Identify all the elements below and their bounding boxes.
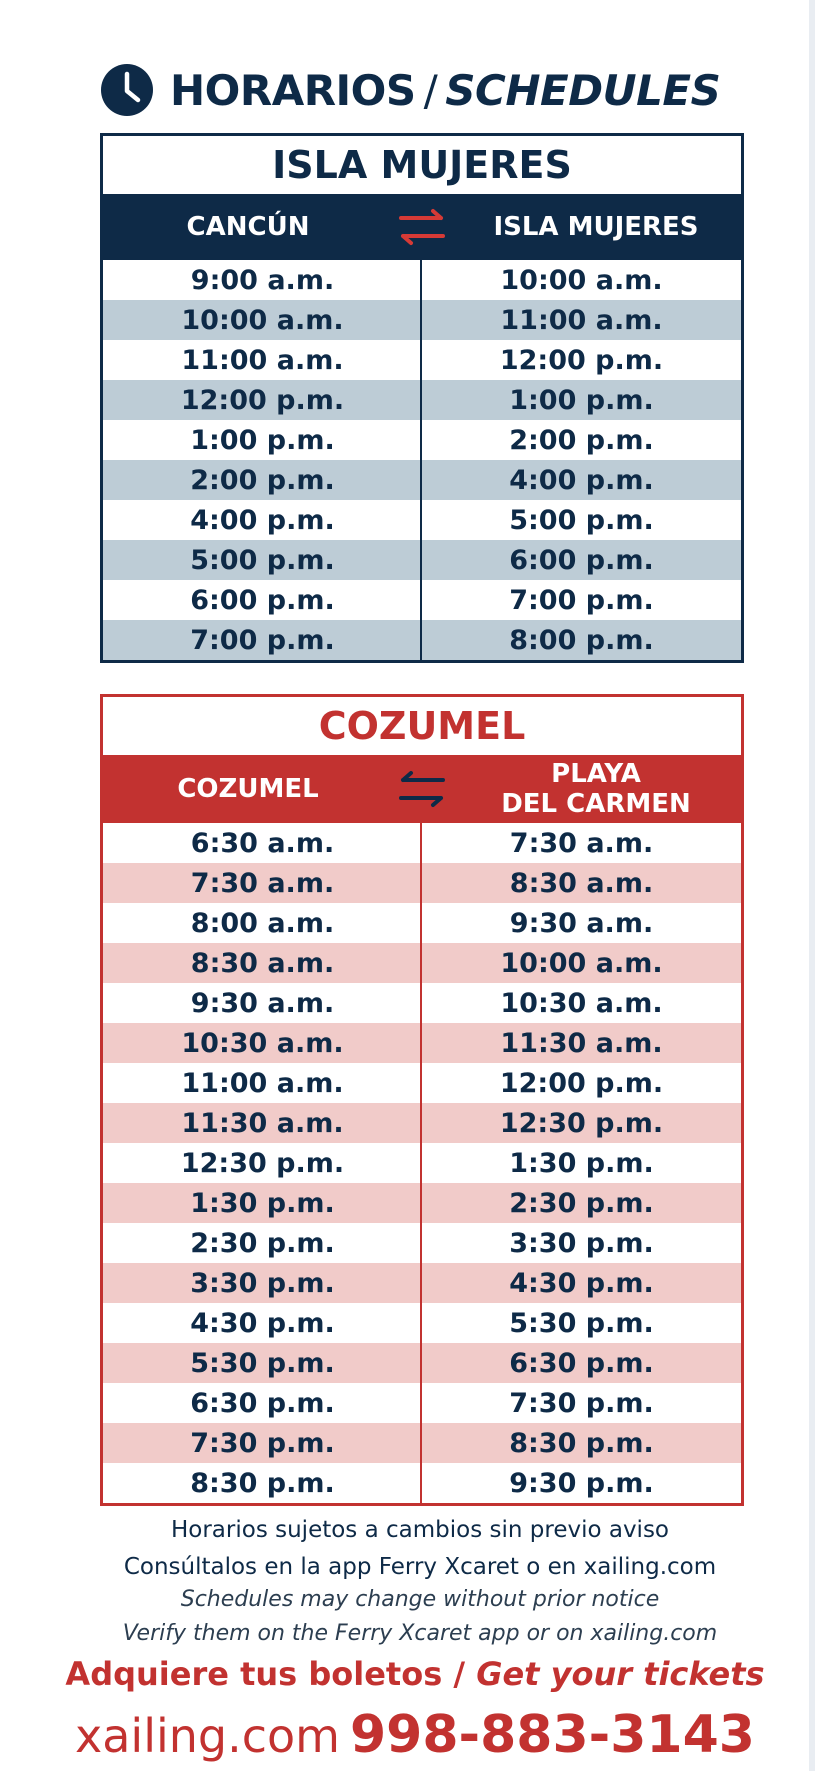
return-time: 8:30 p.m.	[509, 1427, 654, 1459]
schedule-row	[103, 1223, 741, 1263]
tickets-call-to-action	[60, 1655, 770, 1693]
title-slash: /	[423, 65, 438, 115]
page-header	[100, 50, 740, 130]
departure-time: 12:00 p.m.	[180, 384, 345, 416]
notice-line: Horarios sujetos a cambios sin previo aviso	[170, 1517, 669, 1543]
return-time: 10:00 a.m.	[500, 264, 663, 296]
route-destination: ISLA MUJERES	[493, 212, 699, 242]
return-time: 11:30 a.m.	[500, 1027, 663, 1059]
title-spanish: HORARIOS	[170, 65, 416, 115]
return-time: 12:30 p.m.	[499, 1107, 664, 1139]
departure-time: 5:30 p.m.	[190, 1347, 335, 1379]
schedule-row	[103, 460, 741, 500]
return-time: 12:00 p.m.	[499, 1067, 664, 1099]
schedule-row	[103, 1103, 741, 1143]
return-time: 8:00 p.m.	[509, 624, 654, 656]
return-time: 7:00 p.m.	[509, 584, 654, 616]
departure-time: 10:00 a.m.	[181, 304, 344, 336]
departure-time: 11:00 a.m.	[181, 344, 344, 376]
cozumel-route-header	[103, 755, 741, 823]
return-time: 2:00 p.m.	[509, 424, 654, 456]
departure-time: 2:00 p.m.	[190, 464, 335, 496]
contact-line	[60, 1705, 770, 1765]
return-time: 9:30 a.m.	[509, 907, 654, 939]
route-destination-line2: DEL CARMEN	[501, 789, 691, 819]
isla-mujeres-route-header	[103, 194, 741, 260]
notice-spanish	[70, 1512, 770, 1586]
cta-english: Get your tickets	[476, 1655, 765, 1693]
swap-arrows-icon	[397, 207, 447, 247]
schedule-row	[103, 620, 741, 660]
departure-time: 11:30 a.m.	[181, 1107, 344, 1139]
departure-time: 9:00 a.m.	[190, 264, 335, 296]
schedule-row	[103, 1143, 741, 1183]
schedule-row	[103, 1023, 741, 1063]
departure-time: 12:30 p.m.	[180, 1147, 345, 1179]
return-time: 5:00 p.m.	[509, 504, 654, 536]
schedule-row	[103, 863, 741, 903]
route-origin: CANCÚN	[186, 212, 310, 242]
departure-time: 6:00 p.m.	[190, 584, 335, 616]
isla-mujeres-title: ISLA MUJERES	[272, 143, 572, 187]
cta-spanish: Adquiere tus boletos	[65, 1655, 443, 1693]
return-time: 8:30 a.m.	[509, 867, 654, 899]
schedule-row	[103, 823, 741, 863]
schedule-row	[103, 260, 741, 300]
schedule-row	[103, 1423, 741, 1463]
departure-time: 7:30 p.m.	[190, 1427, 335, 1459]
schedule-row	[103, 380, 741, 420]
departure-time: 8:30 a.m.	[190, 947, 335, 979]
return-time: 1:00 p.m.	[509, 384, 654, 416]
departure-time: 6:30 p.m.	[190, 1387, 335, 1419]
departure-time: 9:30 a.m.	[190, 987, 335, 1019]
departure-time: 4:30 p.m.	[190, 1307, 335, 1339]
swap-arrows-icon	[397, 769, 447, 809]
return-time: 9:30 p.m.	[509, 1467, 654, 1499]
page-title	[170, 66, 720, 115]
departure-time: 1:00 p.m.	[190, 424, 335, 456]
schedule-row	[103, 1383, 741, 1423]
schedule-row	[103, 580, 741, 620]
departure-time: 4:00 p.m.	[190, 504, 335, 536]
return-time: 7:30 p.m.	[509, 1387, 654, 1419]
schedule-row	[103, 1063, 741, 1103]
clock-icon	[100, 63, 154, 117]
schedule-row	[103, 500, 741, 540]
notice-line: Verify them on the Ferry Xcaret app or on xailing.com	[122, 1621, 718, 1646]
departure-time: 7:00 p.m.	[190, 624, 335, 656]
departure-time: 1:30 p.m.	[190, 1187, 335, 1219]
departure-time: 5:00 p.m.	[190, 544, 335, 576]
route-origin: COZUMEL	[177, 774, 319, 804]
departure-time: 8:30 p.m.	[190, 1467, 335, 1499]
title-english: SCHEDULES	[445, 65, 721, 115]
schedule-row	[103, 340, 741, 380]
return-time: 12:00 p.m.	[499, 344, 664, 376]
departure-time: 10:30 a.m.	[181, 1027, 344, 1059]
departure-time: 3:30 p.m.	[190, 1267, 335, 1299]
schedule-row	[103, 943, 741, 983]
phone-number[interactable]: 998-883-3143	[350, 1705, 755, 1765]
route-destination	[451, 759, 741, 819]
schedule-row	[103, 1303, 741, 1343]
schedule-row	[103, 1263, 741, 1303]
departure-time: 6:30 a.m.	[190, 827, 335, 859]
departure-time: 7:30 a.m.	[190, 867, 335, 899]
cta-slash: /	[453, 1655, 466, 1693]
return-time: 2:30 p.m.	[509, 1187, 654, 1219]
schedule-row	[103, 983, 741, 1023]
return-time: 7:30 a.m.	[509, 827, 654, 859]
departure-time: 11:00 a.m.	[181, 1067, 344, 1099]
return-time: 5:30 p.m.	[509, 1307, 654, 1339]
return-time: 10:00 a.m.	[500, 947, 663, 979]
website-link[interactable]: xailing.com	[75, 1709, 340, 1763]
notice-english	[70, 1583, 770, 1651]
route-destination-line1: PLAYA	[551, 759, 641, 789]
cozumel-schedule	[100, 694, 744, 1506]
schedule-row	[103, 1343, 741, 1383]
schedule-row	[103, 300, 741, 340]
schedule-row	[103, 903, 741, 943]
return-time: 6:00 p.m.	[509, 544, 654, 576]
return-time: 11:00 a.m.	[500, 304, 663, 336]
isla-mujeres-times	[103, 260, 741, 660]
return-time: 10:30 a.m.	[500, 987, 663, 1019]
return-time: 3:30 p.m.	[509, 1227, 654, 1259]
isla-mujeres-schedule	[100, 133, 744, 663]
notice-line: Schedules may change without prior notice	[180, 1587, 660, 1612]
return-time: 6:30 p.m.	[509, 1347, 654, 1379]
departure-time: 8:00 a.m.	[190, 907, 335, 939]
page-edge-strip	[809, 0, 815, 1771]
departure-time: 2:30 p.m.	[190, 1227, 335, 1259]
return-time: 4:30 p.m.	[509, 1267, 654, 1299]
schedule-row	[103, 1183, 741, 1223]
return-time: 1:30 p.m.	[509, 1147, 654, 1179]
notice-line: Consúltalos en la app Ferry Xcaret o en xailing.com	[123, 1554, 717, 1580]
schedule-row	[103, 420, 741, 460]
return-time: 4:00 p.m.	[509, 464, 654, 496]
cozumel-title: COZUMEL	[318, 704, 526, 748]
schedule-row	[103, 540, 741, 580]
schedule-row	[103, 1463, 741, 1503]
cozumel-times	[103, 823, 741, 1503]
